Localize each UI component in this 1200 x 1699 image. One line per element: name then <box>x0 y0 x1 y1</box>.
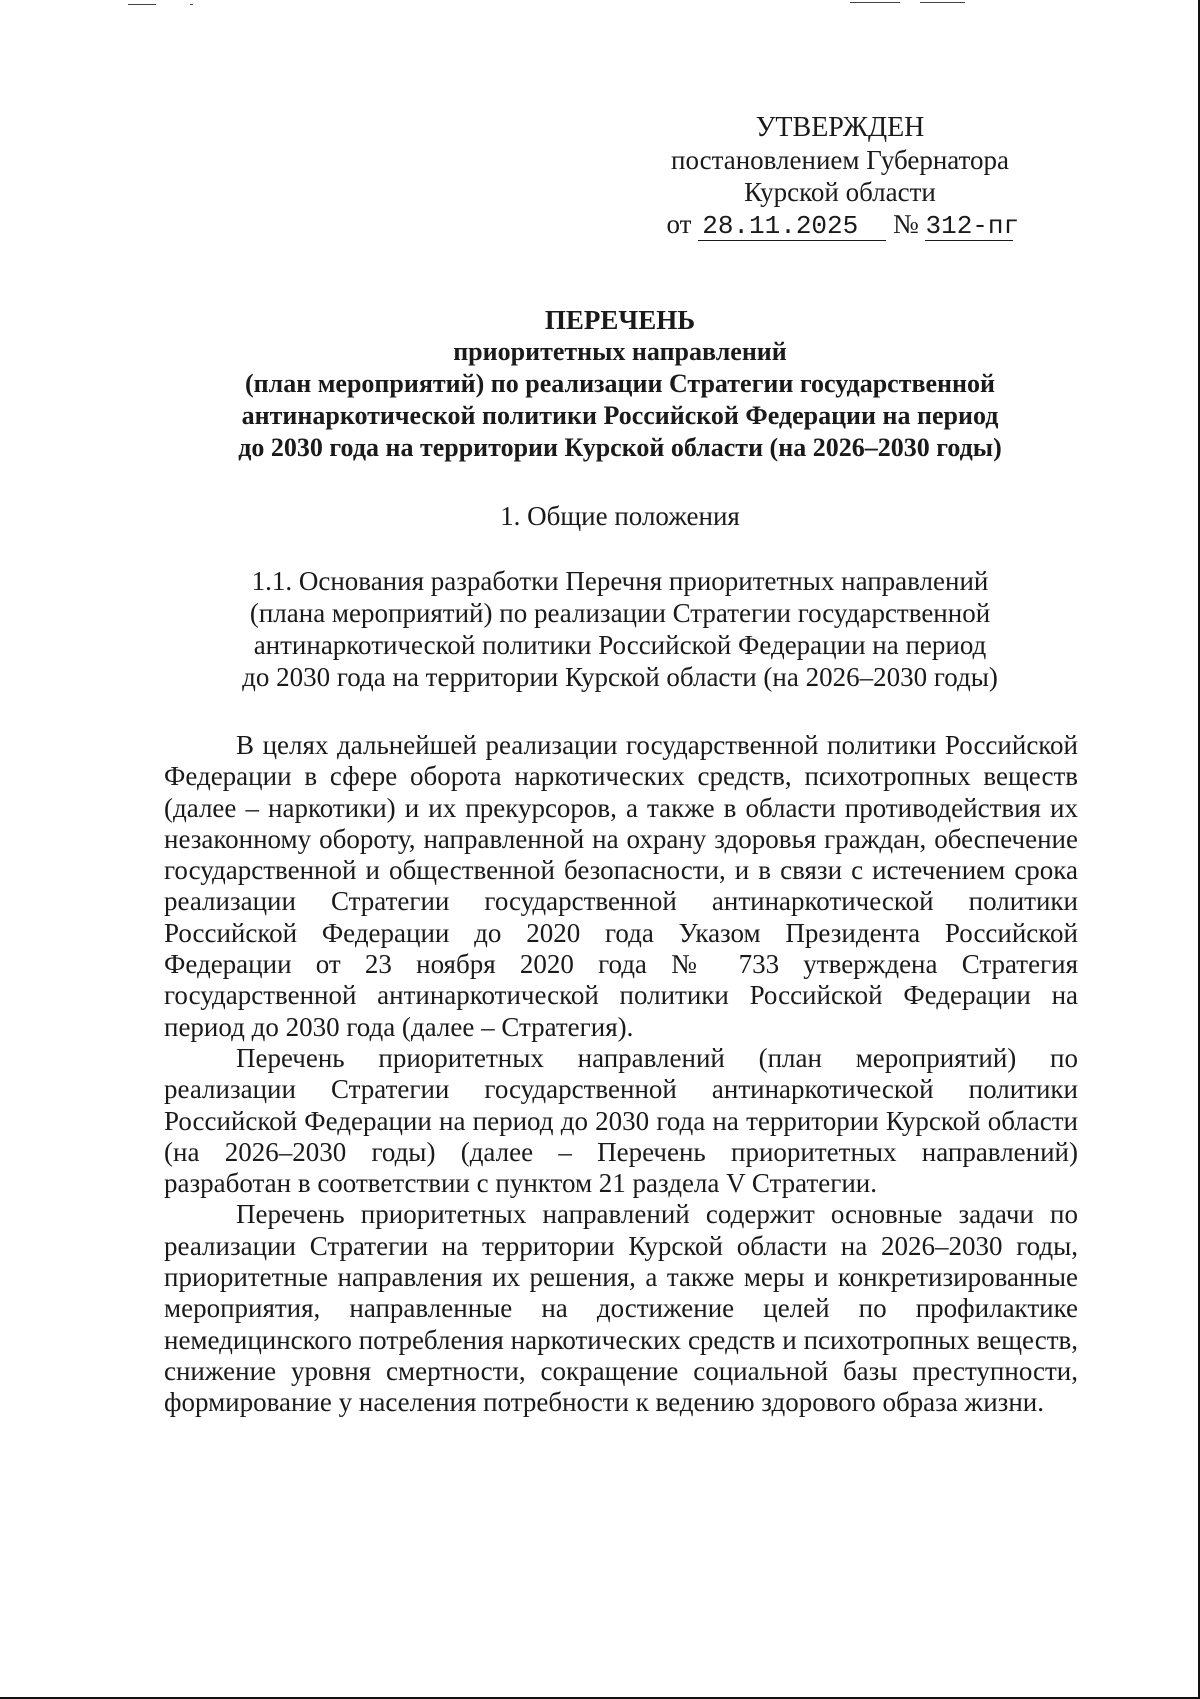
approval-date: 28.11.2025 <box>698 212 886 241</box>
approval-number: 312-пг <box>925 211 1020 241</box>
subsection-line: (плана мероприятий) по реализации Стратегии государственной <box>249 598 991 628</box>
approval-date-row <box>640 208 1040 241</box>
paragraph: В целях дальнейшей реализации государственной политики Российской Федерации в сфере оборота наркотических средств, психотропных веществ (далее – наркотики) и их прекурсоров, а также в области противодействия их незаконному обороту, направленной на охрану здоровья граждан, обеспечение государственной и общественной безопасности, и в связи с истечением срока реализации Стратегии государственной антинаркотической политики Российской Федерации до 2020 года Указом Президента Российской Федерации от 23 ноября 2020 года № 733 утверждена Стратегия государственной антинаркотической политики Российской Федерации на период до 2030 года (далее – Стратегия). <box>164 730 1078 1042</box>
section-title: 1. Общие положения <box>500 501 740 531</box>
subsection-title <box>160 565 1080 693</box>
approval-line-2: Курской области <box>744 177 936 207</box>
heading-line: приоритетных направлений <box>453 337 787 366</box>
document-heading <box>160 304 1080 464</box>
heading-line: (план мероприятий) по реализации Стратегии государственной <box>244 369 995 398</box>
subsection-line: до 2030 года на территории Курской области (на 2026–2030 годы) <box>242 662 998 692</box>
document-title: ПЕРЕЧЕНЬ <box>544 305 696 335</box>
scan-mark-right-a <box>850 2 900 3</box>
number-prefix: № <box>892 209 919 239</box>
paragraph: Перечень приоритетных направлений (план мероприятий) по реализации Стратегии государственной антинаркотической политики Российской Федерации на период до 2030 года на территории Курской области (на 2026–2030 годы) (далее – Перечень приоритетных направлений) разработан в соответствии с пунктом 21 раздела V Стратегии. <box>164 1042 1078 1199</box>
heading-line: до 2030 года на территории Курской области (на 2026–2030 годы) <box>238 433 1002 462</box>
heading-line: антинаркотической политики Российской Федерации на период <box>241 401 999 430</box>
approval-line-1: постановлением Губернатора <box>671 145 1009 175</box>
scan-mark-dot <box>190 4 193 5</box>
subsection-line: 1.1. Основания разработки Перечня приоритетных направлений <box>251 566 989 596</box>
approval-block <box>640 112 1040 241</box>
scan-mark-right-b <box>920 2 965 3</box>
scan-mark-left <box>128 4 156 5</box>
approval-title: УТВЕРЖДЕН <box>755 112 925 143</box>
paragraph: Перечень приоритетных направлений содержит основные задачи по реализации Стратегии на территории Курской области на 2026–2030 годы, приоритетные направления их решения, а также меры и конкретизированные мероприятия, направленные на достижение целей по профилактике немедицинского потребления наркотических средств и психотропных веществ, снижение уровня смертности, сокращение социальной базы преступности, формирование у населения потребности к ведению здорового образа жизни. <box>164 1199 1078 1418</box>
date-prefix: от <box>666 209 692 239</box>
body-text <box>164 730 1078 1419</box>
subsection-line: антинаркотической политики Российской Федерации на период <box>253 630 987 660</box>
